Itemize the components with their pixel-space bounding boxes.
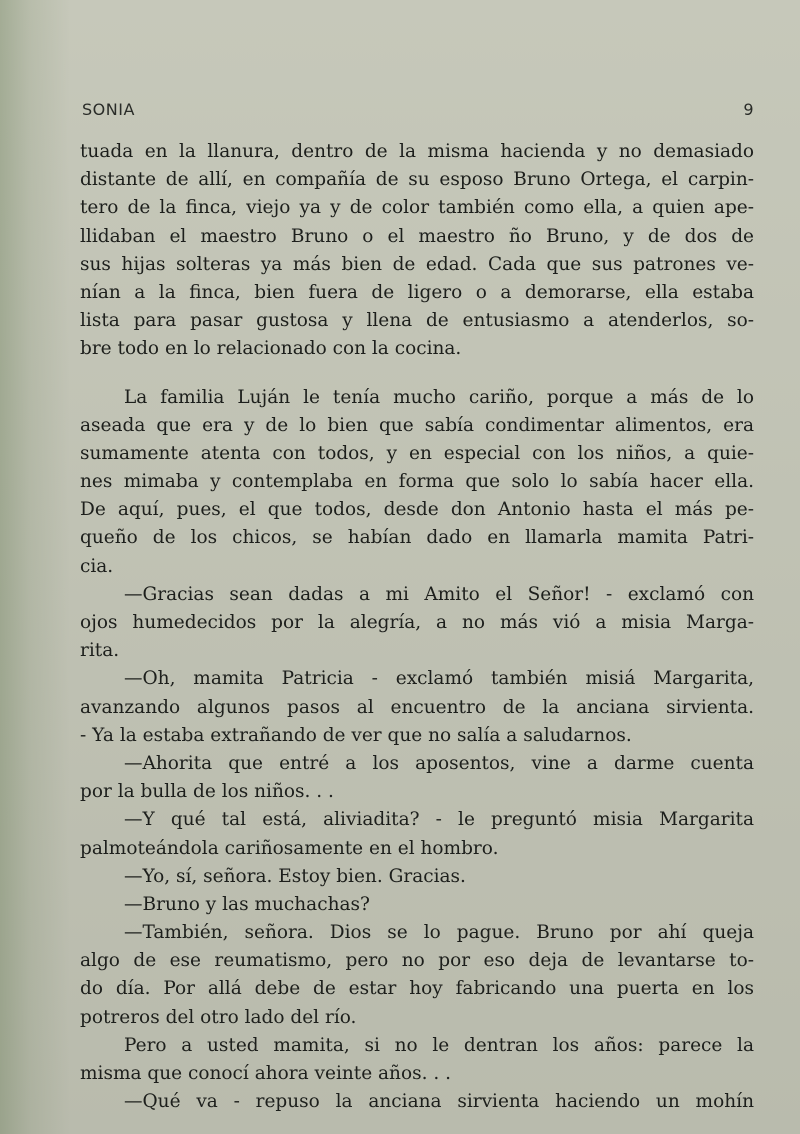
text-line: llidaban el maestro Bruno o el maestro ño Bruno, y de dos de (80, 225, 754, 247)
text-line: sus hijas solteras ya más bien de edad. Cada que sus patrones ve- (80, 253, 754, 275)
body-text (80, 138, 754, 1116)
text-line: La familia Luján le tenía mucho cariño, porque a más de lo (124, 386, 754, 408)
text-line: potreros del otro lado del río. (80, 1006, 357, 1028)
text-line: nían a la finca, bien fuera de ligero o a demorarse, ella estaba (80, 281, 754, 303)
text-line: —Yo, sí, señora. Estoy bien. Gracias. (124, 865, 466, 887)
text-line: palmoteándola cariñosamente en el hombro. (80, 837, 499, 859)
text-line: sumamente atenta con todos, y en especial con los niños, a quie- (80, 442, 754, 464)
text-line: queño de los chicos, se habían dado en llamarla mamita Patri- (80, 527, 754, 549)
text-line: —Y qué tal está, aliviadita? - le preguntó misia Margarita (124, 809, 754, 831)
text-line: De aquí, pues, el que todos, desde don Antonio hasta el más pe- (80, 499, 754, 521)
text-line: por la bulla de los niños. . . (80, 781, 334, 803)
text-line: - Ya la estaba extrañando de ver que no salía a saludarnos. (80, 724, 632, 746)
text-line: algo de ese reumatismo, pero no por eso deja de levantarse to- (80, 950, 754, 972)
text-line: bre todo en lo relacionado con la cocina. (80, 338, 462, 360)
page-number: 9 (743, 100, 754, 119)
text-line: —Gracias sean dadas a mi Amito el Señor! - exclamó con (124, 583, 754, 605)
text-line: Pero a usted mamita, si no le dentran los años: parece la (124, 1034, 754, 1056)
text-line: —Ahorita que entré a los aposentos, vine a darme cuenta (124, 752, 754, 774)
text-line: cia. (80, 555, 114, 577)
text-line: —Qué va - repuso la anciana sirvienta haciendo un mohín (124, 1091, 754, 1113)
text-line: —También, señora. Dios se lo pague. Bruno por ahí queja (124, 922, 754, 944)
text-line: ojos humedecidos por la alegría, a no más vió a misia Marga- (80, 612, 754, 633)
text-line: lista para pasar gustosa y llena de entusiasmo a atenderlos, so- (80, 310, 754, 332)
text-line: distante de allí, en compañía de su esposo Bruno Ortega, el carpin- (80, 169, 754, 191)
running-header (82, 100, 754, 124)
text-line: avanzando algunos pasos al encuentro de la anciana sirvienta. (80, 696, 754, 718)
text-line: misma que conocí ahora veinte años. . . (80, 1063, 452, 1084)
text-line: do día. Por allá debe de estar hoy fabricando una puerta en los (80, 978, 754, 1000)
text-line: tuada en la llanura, dentro de la misma hacienda y no demasiado (80, 141, 754, 162)
text-line: —Oh, mamita Patricia - exclamó también misiá Margarita, (124, 668, 754, 690)
text-line: nes mimaba y contemplaba en forma que solo lo sabía hacer ella. (80, 471, 754, 493)
paragraph-gap (80, 364, 754, 384)
text-line: —Bruno y las muchachas? (124, 893, 370, 915)
text-line: rita. (80, 640, 120, 662)
text-line: aseada que era y de lo bien que sabía condimentar alimentos, era (80, 414, 754, 436)
text-line: tero de la finca, viejo ya y de color también como ella, a quien ape- (80, 197, 754, 219)
running-title: SONIA (82, 100, 135, 119)
